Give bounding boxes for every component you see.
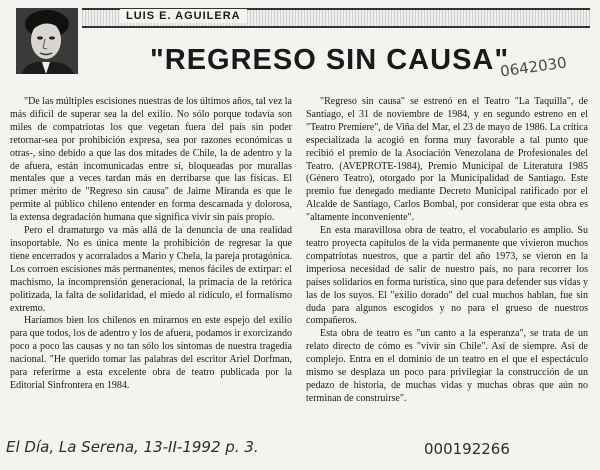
portrait-image-icon [16, 8, 78, 74]
source-handwritten-note: El Día, La Serena, 13-II-1992 p. 3. [6, 438, 259, 456]
right-column [306, 96, 588, 406]
author-byline: LUIS E. AGUILERA [120, 9, 247, 23]
paragraph: "De las múltiples escisiones nuestras de los últimos años, tal vez la más difícil de superar sea la del exilio. No sólo porque todavía son miles de compatriotas los que vegetan fuera del país sin poder retornar-sea por prohibición expresa, sea por razones económicas u otras-, sino debido a que las dos mitades de Chile, la de adentro y la de afuera, están incomunicadas entre sí, bloqueadas por murallas mentales que a veces tardan más en derribarse que las físicas. El primer mérito de "Regreso sin causa" de Jaime Miranda es que le permite al público chileno entender en forma descarnada y dolorosa, la extensa degradación humana que significa vivir sin país propio. [10, 96, 292, 224]
left-column [10, 96, 292, 393]
paragraph: "Regreso sin causa" se estrenó en el Teatro "La Taquilla", de Santiago, el 31 de noviembre de 1984, y en segundo estreno en el "Teatro Premiere", de Viña del Mar, el 23 de mayo de 1986. La crítica especializada la acogió en forma muy favorable a tal punto que recibió el premio de la Asociación Venezolana de Profesionales del Teatro. (AVEPROTE-1984), Premio Municipal de Literatura 1985 (Género Teatro), otorgado por la Municipalidad de Santiago. Este premio fue denegado mediante Decreto Municipal ratificado por el Alcalde de Santiago, Carlos Bombal, por considerar que esta obra es "altamente inconveniente". [306, 96, 588, 224]
archive-code: 000192266 [424, 440, 510, 458]
paragraph: En esta maravillosa obra de teatro, el vocabulario es amplio. Su teatro proyecta capítulos de la vida permanente que vivieron muchos compatriotas nuestros, que a partir del año 1973, se vieron en la imperiosa necesidad de salir de nuestro país, no para recorrer los países solidarios en forma turística, sino que para defender sus vidas y las de los suyos. El "exilio dorado" del cual muchos hablan, fue sin duda para algunos escogidos y no para el grueso de nuestros compañeros. [306, 225, 588, 327]
article-title: "REGRESO SIN CAUSA" [150, 44, 510, 76]
paragraph: Haríamos bien los chilenos en mirarnos en este espejo del exilio para que todos, los de adentro y los de afuera, podamos ir exorcizando poco a poco las causas y no tan sólo los síntomas de nuestra tragedia nacional. "He querido tomar las palabras del escritor Ariel Dorfman, para referirme a esta excelente obra de teatro publicada por la Editorial Sinfrontera en 1984. [10, 315, 292, 391]
catalog-stamp: 0642030 [499, 53, 568, 81]
paragraph: Pero el dramaturgo va más allá de la denuncia de una realidad insoportable. No es única mente la prohibición de regresar la que tiene encerrados y acorralados a Mario y Chela, la pareja protagónica. Los corroen escisiones más permanentes, menos fáciles de extirpar: el machismo, la incomprensión generacional, la primacía de la retórica politizada, la falta de solidaridad, el miedo al ridículo, el formalismo extremo. [10, 225, 292, 314]
author-portrait [16, 8, 78, 74]
paragraph: Esta obra de teatro es "un canto a la esperanza", se trata de un relato directo de cómo es "vivir sin Chile". Así de siempre. Así de complejo. Entra en el dominio de un teatro en el que el espectáculo mismo se desplaza un poco para privilegiar la construcción de un pedazo de historia, de muchas vidas y muchas obras que aún no terminan de construirse". [306, 328, 588, 404]
